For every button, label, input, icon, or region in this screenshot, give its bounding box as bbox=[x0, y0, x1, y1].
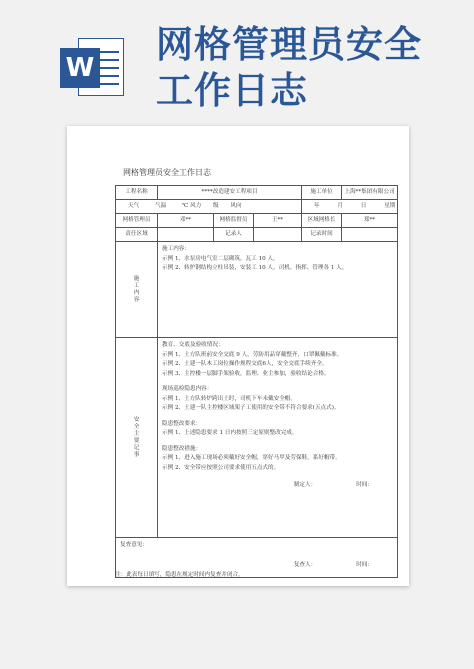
grid-manager-value: 邓** bbox=[158, 214, 214, 228]
review-section: 复查意见： 复查人： 时间： bbox=[116, 538, 398, 578]
record-time-value bbox=[342, 228, 398, 242]
banner-title: 网格管理员安全工作日志 bbox=[156, 23, 422, 112]
grid-manager-label: 网格管理员 bbox=[116, 214, 158, 228]
construction-side-label: 施 工 内 容 bbox=[116, 242, 158, 338]
area-head-value: 郑** bbox=[342, 214, 398, 228]
word-document-icon bbox=[60, 38, 126, 96]
banner bbox=[0, 0, 474, 118]
project-name-label: 工程名称 bbox=[116, 186, 158, 200]
safety-side-label: 安 全 主 要 记 事 bbox=[116, 338, 158, 538]
table-row bbox=[116, 242, 398, 338]
weather-cell: 天气 气温 ℃ 风力 级 风向 bbox=[116, 200, 302, 214]
document-title: 网格管理员安全工作日志 bbox=[123, 168, 211, 177]
log-table bbox=[115, 185, 398, 578]
record-time-label: 记录时间 bbox=[302, 228, 342, 242]
construction-unit-value: 上海**集团有限公司 bbox=[342, 186, 398, 200]
reviewer-row: 复查人： 时间： bbox=[293, 561, 374, 568]
construction-content: 施工内容： 示例 1、水泵房电气室二层砌筑，瓦工 10 人。 示例 2、转炉钢结构立柱吊装，安装工 10 人，司机、指挥、管理各 1 人。 bbox=[158, 242, 398, 338]
recorder-label: 记录人 bbox=[214, 228, 254, 242]
area-head-label: 区域网格长 bbox=[302, 214, 342, 228]
recorder-value bbox=[254, 228, 302, 242]
safety-content: 教育、交底及验收情况： 示例 1、土方队班前安全交底 9 人，劳防用品穿戴整齐，口罩佩戴标准。 示例 2、土建一队木工岗位操作规程交底6人，安全交底手续齐全。 示例 3、主控楼一层脚手架验收，监理、业主参加，验收结论合格。 现场巡检隐患内容： 示例 1、土方队转炉跨出土时，司机下车未戴安全帽。 示例 2、土建一队主控楼区域架子工使用的安全带不符合要求(五点式)。 隐患整改要求： 示例 1、上述隐患要求 1 日内按照三定原则整改完成。 隐患整改措施： 示例 1、进入施工现场必须戴好安全帽，穿好马甲及劳保鞋，系好帽带。 示例 2、安全带应按照公司要求使用五点式的。 制定人： 时间： bbox=[158, 338, 398, 538]
construction-unit-label: 施工单位 bbox=[302, 186, 342, 200]
table-row bbox=[116, 228, 398, 242]
table-row bbox=[116, 214, 398, 228]
word-badge: W bbox=[60, 48, 100, 88]
table-row bbox=[116, 338, 398, 538]
responsible-area-value bbox=[158, 228, 214, 242]
table-row bbox=[116, 200, 398, 214]
table-row bbox=[116, 186, 398, 200]
document-page bbox=[67, 126, 409, 586]
project-name-value: ****改造建安工程项目 bbox=[158, 186, 302, 200]
footnote: 注：此表每日填写，隐患在规定时间内复查并闭合。 bbox=[115, 572, 244, 578]
signer-row: 制定人： 时间： bbox=[293, 482, 374, 488]
grid-supervisor-value: 王** bbox=[254, 214, 302, 228]
grid-supervisor-label: 网格监督员 bbox=[214, 214, 254, 228]
date-cell: 年 月 日 星期 bbox=[302, 200, 398, 214]
responsible-area-label: 责任区域 bbox=[116, 228, 158, 242]
